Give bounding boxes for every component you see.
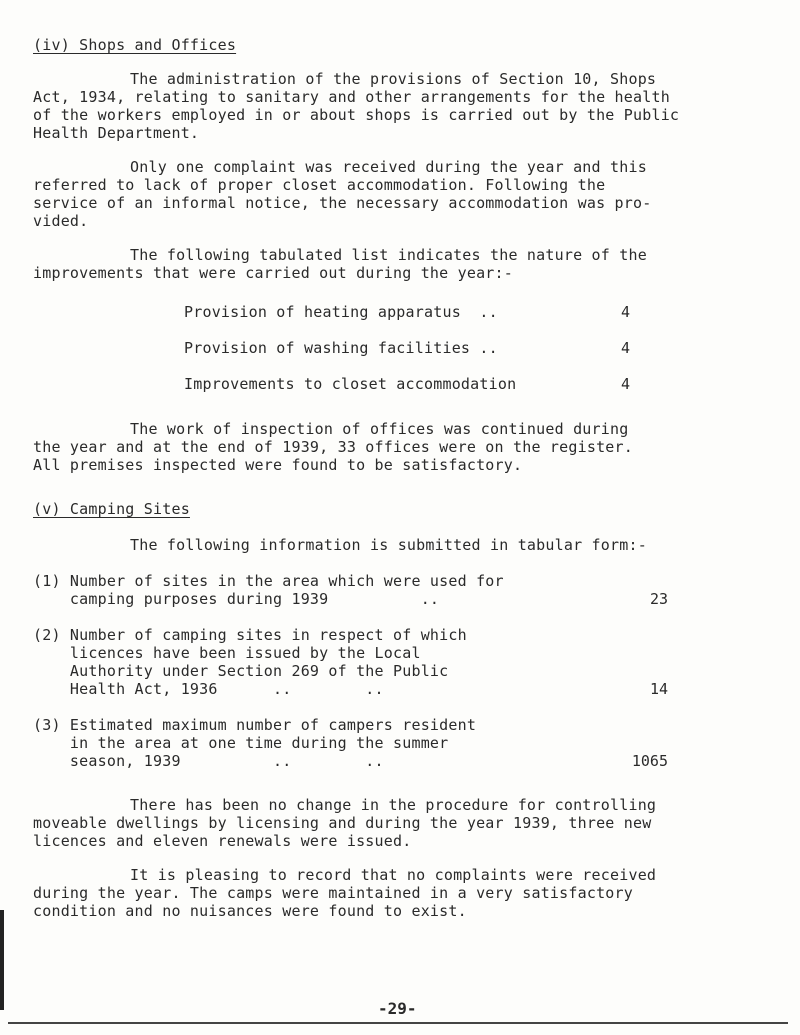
shops-para4-line2: the year and at the end of 1939, 33 offices were on the register. [33,438,633,456]
camping-item-value: 14 [649,680,668,698]
shops-para4-line3: All premises inspected were found to be satisfactory. [33,456,523,474]
camping-item-line: Authority under Section 269 of the Public [33,662,449,680]
camping-item-line: licences have been issued by the Local [33,644,421,662]
camping-intro: The following information is submitted in tabular form:- [130,536,647,554]
shops-para3-line2: improvements that were carried out during the year:- [33,264,513,282]
section-heading-camping: (v) Camping Sites [33,500,190,518]
camping-para2-line1: It is pleasing to record that no complaints were received [130,866,657,884]
camping-item-line: (2) Number of camping sites in respect of which [33,626,467,644]
shops-para3-line1: The following tabulated list indicates the nature of the [130,246,647,264]
page-number: -29- [378,999,417,1018]
camping-para1-line3: licences and eleven renewals were issued. [33,832,412,850]
shops-para2-line3: service of an informal notice, the necessary accommodation was pro- [33,194,652,212]
improvement-item-value: 4 [620,339,630,357]
shops-para1-line2: Act, 1934, relating to sanitary and other arrangements for the health [33,88,670,106]
shops-para1-line3: of the workers employed in or about shops is carried out by the Public [33,106,680,124]
camping-item-line: season, 1939 .. .. [33,752,384,770]
camping-para1-line1: There has been no change in the procedure for controlling [130,796,657,814]
improvement-item-value: 4 [620,303,630,321]
section-heading-shops: (iv) Shops and Offices [33,36,237,54]
shops-para4-line1: The work of inspection of offices was continued during [130,420,629,438]
camping-para2-line2: during the year. The camps were maintained in a very satisfactory [33,884,633,902]
shops-para1-line4: Health Department. [33,124,200,142]
shops-para2-line2: referred to lack of proper closet accommodation. Following the [33,176,606,194]
shops-para2-line1: Only one complaint was received during the year and this [130,158,647,176]
camping-item-value: 23 [649,590,668,608]
shops-para2-line4: vided. [33,212,89,230]
camping-item-line: (1) Number of sites in the area which were used for [33,572,504,590]
camping-item-line: Health Act, 1936 .. .. [33,680,384,698]
improvement-item-label: Provision of heating apparatus .. [184,303,498,321]
improvement-item-label: Improvements to closet accommodation [184,375,517,393]
shops-para1-line1: The administration of the provisions of Section 10, Shops [130,70,657,88]
improvement-item-value: 4 [620,375,630,393]
improvement-item-label: Provision of washing facilities .. [184,339,498,357]
camping-para1-line2: moveable dwellings by licensing and during the year 1939, three new [33,814,652,832]
camping-para2-line3: condition and no nuisances were found to exist. [33,902,467,920]
camping-item-line: camping purposes during 1939 .. [33,590,440,608]
scan-edge-bottom [8,1022,788,1024]
camping-item-value: 1065 [631,752,668,770]
scan-edge-left [0,910,4,1010]
camping-item-line: (3) Estimated maximum number of campers resident [33,716,477,734]
camping-item-line: in the area at one time during the summer [33,734,449,752]
